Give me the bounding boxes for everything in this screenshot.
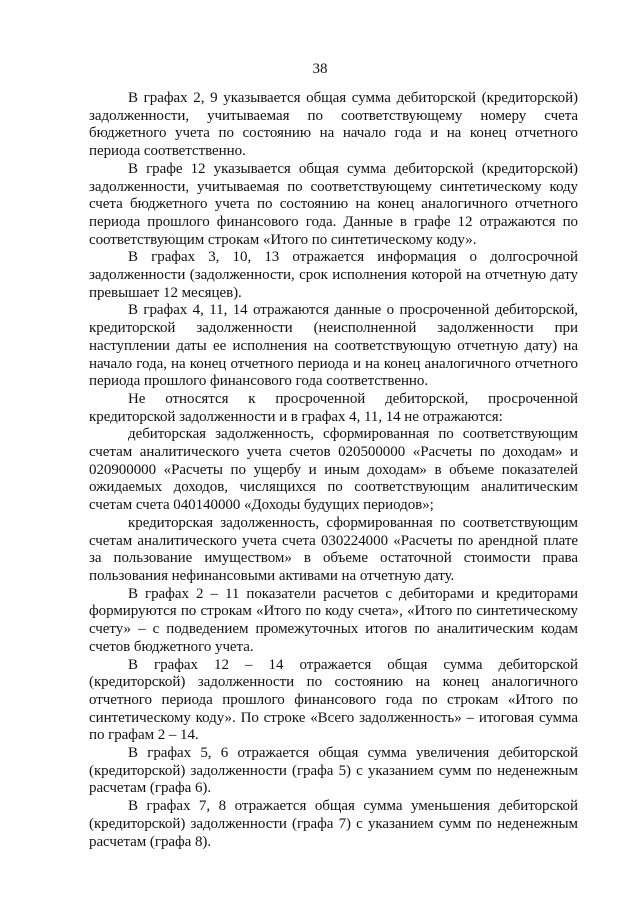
page-number: 38 [312, 61, 328, 77]
paragraph-columns-12-14: В графах 12 – 14 отражается общая сумма дебиторской (кредиторской) задолженности по состоянию на конец аналогичного отчетного периода прошлого финансового года по строкам «Итого по синтетическому коду». По строке «Всего задолженность» – итоговая сумма по графам 2 – 14. [89, 656, 578, 744]
paragraph-columns-4-11-14: В графах 4, 11, 14 отражаются данные о просроченной дебиторской, кредиторской задолженности (неисполненной задолженности при наступлении даты ее исполнения на соответствующую отчетную дату) на начало года, на конец отчетного периода и на конец аналогичного отчетного периода прошлого финансового года соответственно. [89, 302, 578, 390]
paragraph-columns-2-9: В графах 2, 9 указывается общая сумма дебиторской (кредиторской) задолженности, учитываемая по соответствующему номеру счета бюджетного учета по состоянию на начало года и на конец отчетного периода соответственно. [89, 90, 578, 160]
paragraph-columns-7-8: В графах 7, 8 отражается общая сумма уменьшения дебиторской (кредиторской) задолженности (графа 7) с указанием сумм по неденежным расчетам (графа 8). [89, 798, 578, 850]
paragraph-columns-2-11: В графах 2 – 11 показатели расчетов с дебиторами и кредиторами формируются по строкам «Итого по коду счета», «Итого по синтетическому счету» – с подведением промежуточных итогов по аналитическим кодам счетов бюджетного учета. [89, 585, 578, 655]
document-body [89, 90, 578, 851]
paragraph-exclusion-payables: кредиторская задолженность, сформированная по соответствующим счетам аналитического учета счета 030224000 «Расчеты по арендной плате за пользование имуществом» в объеме остаточной стоимости права пользования нефинансовыми активами на отчетную дату. [89, 514, 578, 584]
paragraph-columns-5-6: В графах 5, 6 отражается общая сумма увеличения дебиторской (кредиторской) задолженности (графа 5) с указанием сумм по неденежным расчетам (графа 6). [89, 745, 578, 797]
paragraph-columns-3-10-13: В графах 3, 10, 13 отражается информация о долгосрочной задолженности (задолженности, срок исполнения которой на отчетную дату превышает 12 месяцев). [89, 249, 578, 301]
paragraph-exclusion-receivables: дебиторская задолженность, сформированная по соответствующим счетам аналитического учета счетов 020500000 «Расчеты по доходам» и 020900000 «Расчеты по ущербу и иным доходам» в объеме показателей ожидаемых доходов, числящихся по соответствующим аналитическим счетам счета 040140000 «Доходы будущих периодов»; [89, 426, 578, 514]
paragraph-exclusions-intro: Не относятся к просроченной дебиторской, просроченной кредиторской задолженности и в графах 4, 11, 14 не отражаются: [89, 390, 578, 425]
paragraph-column-12: В графе 12 указывается общая сумма дебиторской (кредиторской) задолженности, учитываемая по соответствующему синтетическому коду счета бюджетного учета по состоянию на конец аналогичного отчетного периода прошлого финансового года. Данные в графе 12 отражаются по соответствующим строкам «Итого по синтетическому коду». [89, 160, 578, 248]
